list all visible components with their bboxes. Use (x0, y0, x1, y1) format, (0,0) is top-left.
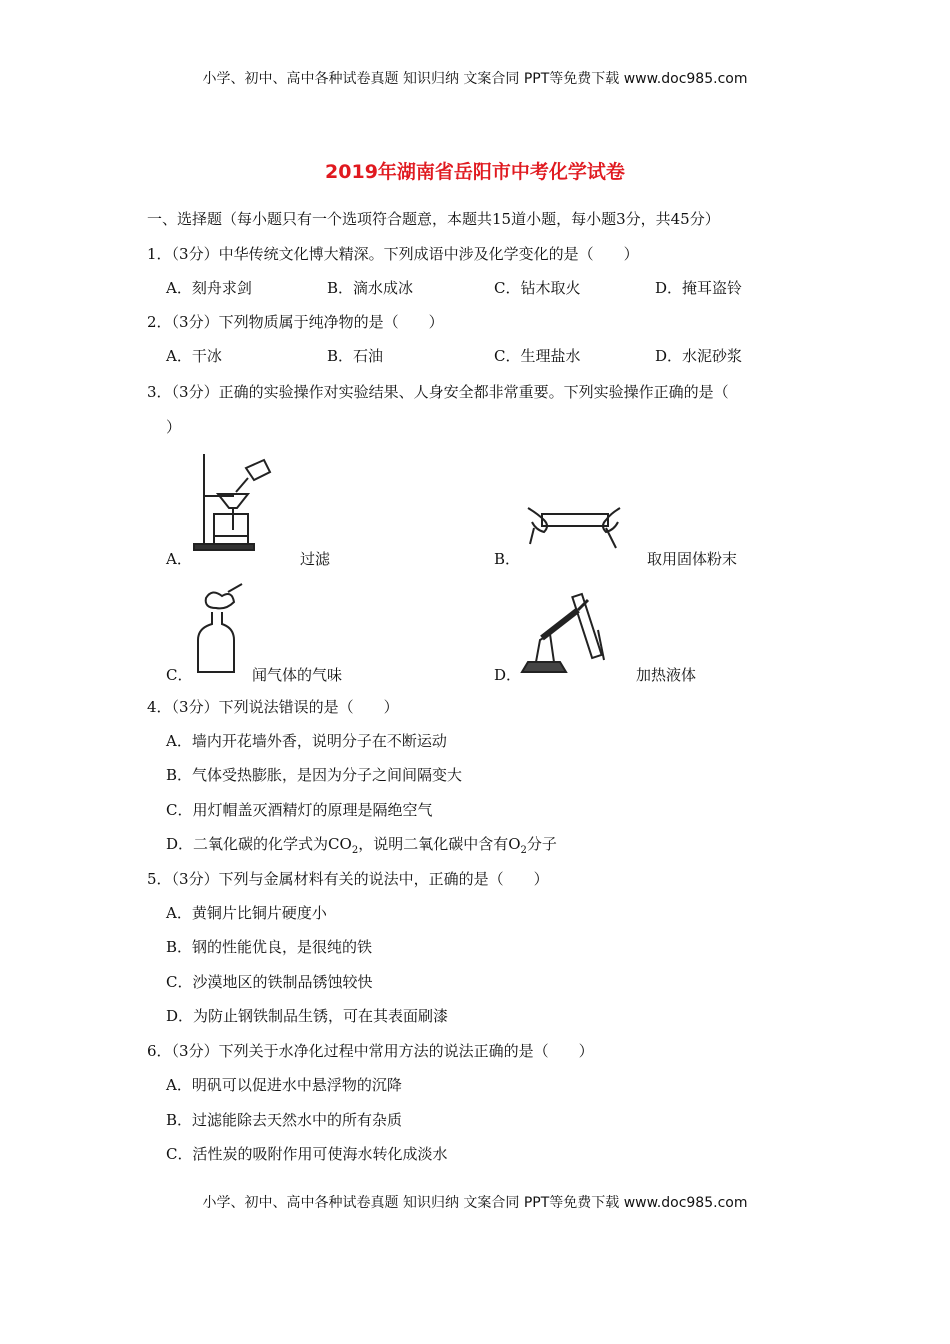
q3-option-d-letter: D． (494, 666, 522, 684)
q2-option-c: C．生理盐水 (494, 347, 581, 365)
q6-option-c: C．活性炭的吸附作用可使海水转化成淡水 (166, 1145, 448, 1163)
question-5-stem: 5．（3分）下列与金属材料有关的说法中，正确的是（ ） (147, 870, 549, 888)
q5-option-b: B．钢的性能优良，是很纯的铁 (166, 938, 373, 956)
q5-option-c: C．沙漠地区的铁制品锈蚀较快 (166, 973, 373, 991)
smell-gas-figure (192, 582, 252, 677)
page-footer: 小学、初中、高中各种试卷真题 知识归纳 文案合同 PPT等免费下载 www.doc985.com (202, 1195, 748, 1211)
q3-option-b-label: 取用固体粉末 (647, 550, 738, 568)
question-2-stem: 2．（3分）下列物质属于纯净物的是（ ） (147, 313, 444, 331)
exam-title: 2019年湖南省岳阳市中考化学试卷 (325, 161, 625, 183)
question-4-stem: 4．（3分）下列说法错误的是（ ） (147, 698, 399, 716)
q1-option-d: D．掩耳盗铃 (655, 279, 743, 297)
q2-option-b: B．石油 (327, 347, 384, 365)
q3-option-c-label: 闻气体的气味 (252, 666, 343, 684)
question-3-stem-end: ） (166, 418, 182, 436)
q5-option-d: D．为防止钢铁制品生锈，可在其表面刷漆 (166, 1007, 449, 1025)
q6-option-b: B．过滤能除去天然水中的所有杂质 (166, 1111, 403, 1129)
filtration-apparatus-figure (188, 450, 278, 555)
q3-option-b-letter: B． (494, 550, 521, 568)
page-header: 小学、初中、高中各种试卷真题 知识归纳 文案合同 PPT等免费下载 www.doc985.com (202, 71, 748, 87)
q4-option-c: C．用灯帽盖灭酒精灯的原理是隔绝空气 (166, 801, 433, 819)
q3-option-a-label: 过滤 (300, 550, 331, 568)
q2-option-a: A．干冰 (166, 347, 222, 365)
q1-option-c: C．钻木取火 (494, 279, 581, 297)
q5-option-a: A．黄铜片比铜片硬度小 (166, 904, 327, 922)
question-6-stem: 6．（3分）下列关于水净化过程中常用方法的说法正确的是（ ） (147, 1042, 594, 1060)
question-1-stem: 1．（3分）中华传统文化博大精深。下列成语中涉及化学变化的是（ ） (147, 245, 639, 263)
q3-option-c-letter: C． (166, 666, 193, 684)
q4-option-d: D．二氧化碳的化学式为$CO_2$，说明二氧化碳中含有$O_2$分子 (166, 835, 557, 856)
heating-liquid-figure (520, 590, 620, 680)
q3-option-a-letter: A． (166, 550, 192, 568)
q1-option-a: A．刻舟求剑 (166, 279, 252, 297)
section-heading: 一、选择题（每小题只有一个选项符合题意，本题共15道小题，每小题3分，共45分） (147, 210, 720, 228)
q6-option-a: A．明矾可以促进水中悬浮物的沉降 (166, 1076, 402, 1094)
q1-option-b: B．滴水成冰 (327, 279, 414, 297)
q4-option-b: B．气体受热膨胀，是因为分子之间间隔变大 (166, 766, 463, 784)
q4-option-a: A．墙内开花墙外香，说明分子在不断运动 (166, 732, 447, 750)
solid-powder-figure (520, 500, 630, 560)
q2-option-d: D．水泥砂浆 (655, 347, 743, 365)
q3-option-d-label: 加热液体 (636, 666, 697, 684)
question-3-stem: 3．（3分）正确的实验操作对实验结果、人身安全都非常重要。下列实验操作正确的是（ (147, 383, 729, 401)
